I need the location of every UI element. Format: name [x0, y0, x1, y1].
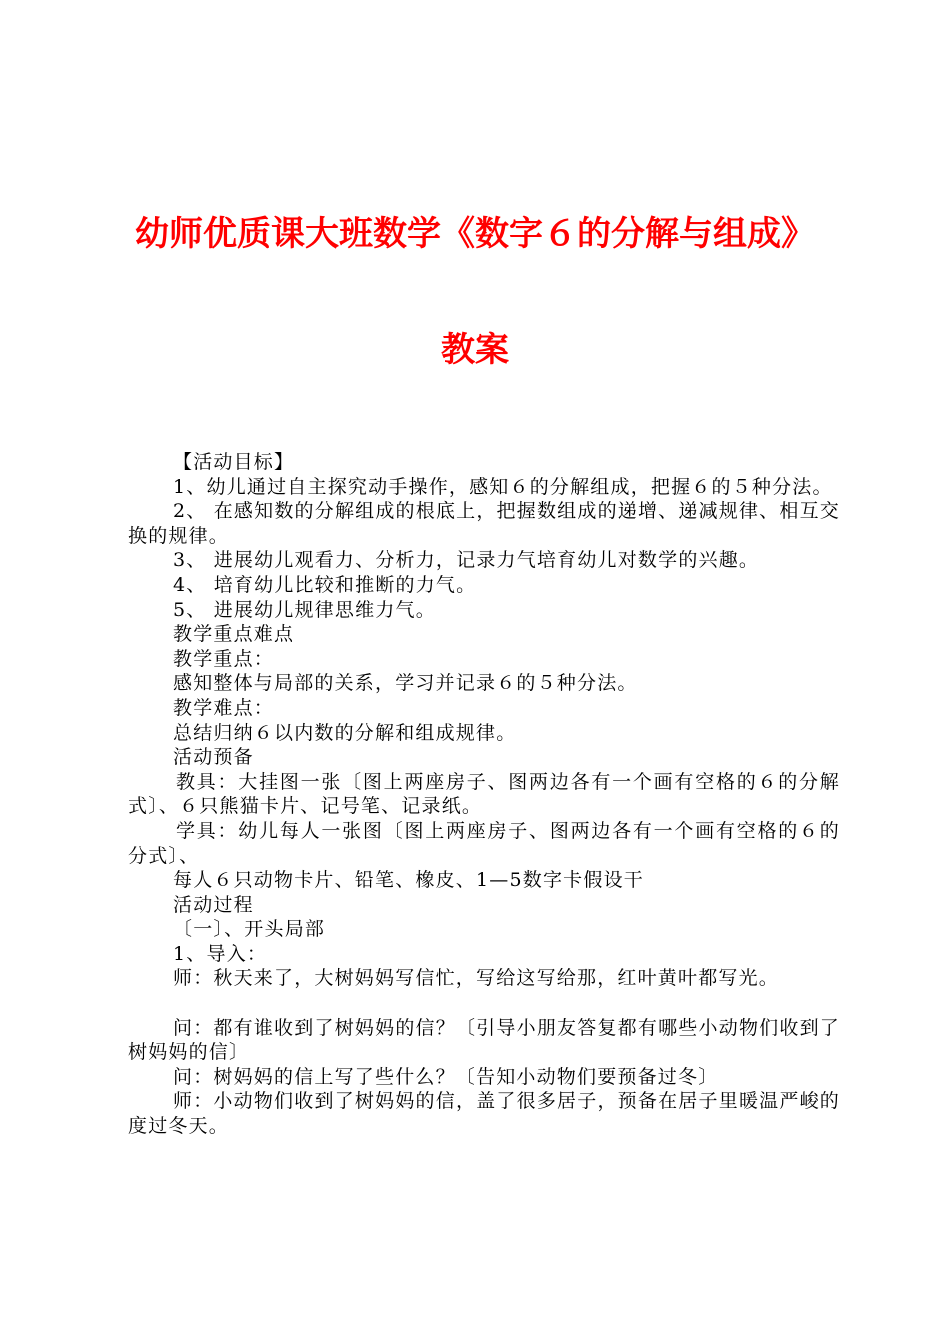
- document-title: 幼师优质课大班数学《数字６的分解与组成》: [135, 214, 815, 254]
- difficulty-text: 总结归纳６以内数的分解和组成规律。: [173, 721, 517, 744]
- learning-aids-text: 学具：幼儿每人一张图〔图上两座房子、图两边各有一个画有空格的６的分式〕、: [128, 819, 840, 867]
- blank-line: [128, 991, 840, 1016]
- document-body: [128, 450, 840, 1139]
- section-heading-goals: 【活动目标】: [173, 451, 295, 473]
- teaching-aids-text: 教具：大挂图一张〔图上两座房子、图两边各有一个画有空格的６的分解式〕、６只熊猫卡片、记号笔、记录纸。: [128, 770, 840, 818]
- section-heading-key-points: 教学重点难点: [173, 623, 295, 646]
- section-heading-preparation: 活动预备: [173, 746, 254, 769]
- process-paragraph: 问：都有谁收到了树妈妈的信？〔引导小朋友答复都有哪些小动物们收到了树妈妈的信〕: [128, 1016, 840, 1064]
- process-paragraph: 师：秋天来了，大树妈妈写信忙，写给这写给那，红叶黄叶都写光。: [173, 967, 780, 990]
- document-title-continued: 教案: [441, 330, 509, 370]
- process-paragraph: 师：小动物们收到了树妈妈的信，盖了很多居子，预备在居子里暖温严峻的度过冬天。: [128, 1090, 840, 1138]
- key-point-text: 感知整体与局部的关系，学习并记录６的５种分法。: [173, 672, 638, 695]
- goal-item-4: 4、 培育幼儿比较和推断的力气。: [173, 573, 477, 596]
- process-part-1-heading: 〔一〕、开头局部: [173, 918, 326, 941]
- goal-item-2: 2、 在感知数的分解组成的根底上，把握数组成的递增、递减规律、相互交换的规律。: [128, 500, 840, 547]
- learning-aids-continued: 每人６只动物卡片、铅笔、橡皮、1—5数字卡假设干: [173, 869, 644, 892]
- key-point-label: 教学重点：: [173, 647, 275, 670]
- goal-item-1: 1、幼儿通过自主探究动手操作，感知６的分解组成，把握６的５种分法。: [173, 475, 833, 498]
- goal-item-5: 5、 进展幼儿规律思维力气。: [173, 598, 436, 621]
- section-heading-process: 活动过程: [173, 893, 254, 916]
- process-paragraph: 问：树妈妈的信上写了些什么？〔告知小动物们要预备过冬〕: [173, 1065, 719, 1088]
- process-step-intro: 1、导入：: [173, 942, 268, 965]
- difficulty-label: 教学难点：: [173, 696, 275, 719]
- goal-item-3: 3、 进展幼儿观看力、分析力，记录力气培育幼儿对数学的兴趣。: [173, 549, 760, 572]
